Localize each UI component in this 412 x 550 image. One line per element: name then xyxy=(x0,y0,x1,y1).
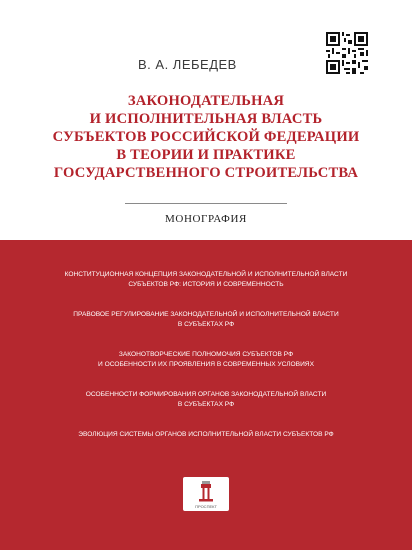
topic-line: СУБЪЕКТОВ РФ: ИСТОРИЯ И СОВРЕМЕННОСТЬ xyxy=(128,281,284,288)
qr-code-icon xyxy=(324,30,370,76)
genre-label: МОНОГРАФИЯ xyxy=(165,213,247,225)
topic-item xyxy=(41,390,371,410)
topic-item xyxy=(41,430,371,440)
topic-line: КОНСТИТУЦИОННАЯ КОНЦЕПЦИЯ ЗАКОНОДАТЕЛЬНОЙ И ИСПОЛНИТЕЛЬНОЙ ВЛАСТИ xyxy=(64,271,348,278)
topic-list xyxy=(0,270,412,440)
topic-line: В СУБЪЕКТАХ РФ xyxy=(177,401,235,408)
topic-line: В СУБЪЕКТАХ РФ xyxy=(177,321,235,328)
title-line: И ИСПОЛНИТЕЛЬНАЯ ВЛАСТЬ xyxy=(89,111,323,127)
topic-item xyxy=(41,310,371,330)
topic-item xyxy=(41,270,371,290)
book-title xyxy=(0,92,412,182)
author-name: В. А. ЛЕБЕДЕВ xyxy=(138,57,237,72)
title-line: В ТЕОРИИ И ПРАКТИКЕ xyxy=(116,147,296,163)
publisher-logo-text: ПРОСПЕКТ xyxy=(195,504,217,509)
title-line: СУБЪЕКТОВ РОССИЙСКОЙ ФЕДЕРАЦИИ xyxy=(52,129,360,145)
topic-line: ОСОБЕННОСТИ ФОРМИРОВАНИЯ ОРГАНОВ ЗАКОНОДАТЕЛЬНОЙ ВЛАСТИ xyxy=(85,391,327,398)
topic-line: И ОСОБЕННОСТИ ИХ ПРОЯВЛЕНИЯ В СОВРЕМЕННЫХ УСЛОВИЯХ xyxy=(98,361,314,368)
topic-line: ПРАВОВОЕ РЕГУЛИРОВАНИЕ ЗАКОНОДАТЕЛЬНОЙ И ИСПОЛНИТЕЛЬНОЙ ВЛАСТИ xyxy=(73,311,339,318)
title-line: ЗАКОНОДАТЕЛЬНАЯ xyxy=(127,93,285,109)
title-line: ГОСУДАРСТВЕННОГО СТРОИТЕЛЬСТВА xyxy=(53,165,359,181)
topic-line: ЗАКОНОТВОРЧЕСКИЕ ПОЛНОМОЧИЯ СУБЪЕКТОВ РФ xyxy=(118,351,294,358)
topic-item xyxy=(41,350,371,370)
divider xyxy=(125,203,287,204)
topic-line: ЭВОЛЮЦИЯ СИСТЕМЫ ОРГАНОВ ИСПОЛНИТЕЛЬНОЙ ВЛАСТИ СУБЪЕКТОВ РФ xyxy=(78,431,334,438)
publisher-logo-icon xyxy=(183,477,229,511)
